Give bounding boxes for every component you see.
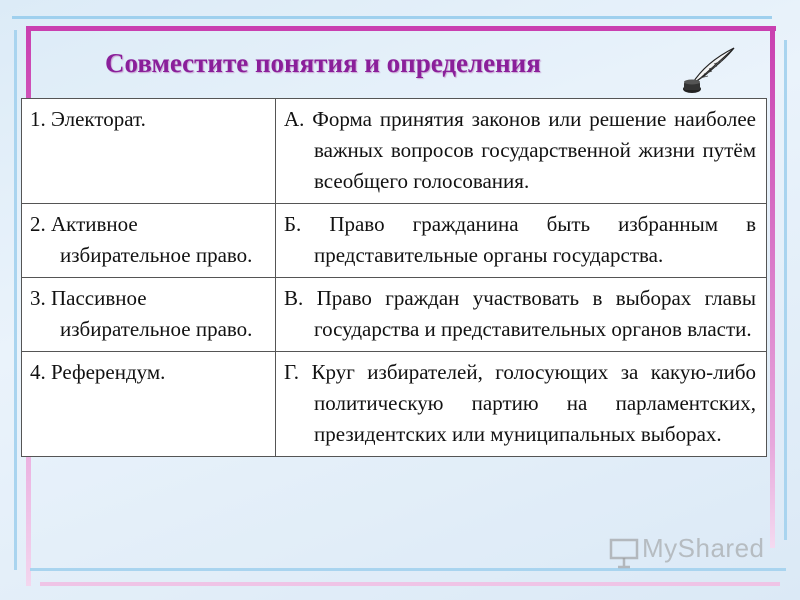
frame-bar-left-blue — [14, 30, 17, 570]
term-cell: 4. Референдум. — [22, 352, 276, 457]
frame-bar-top-pink — [28, 26, 776, 31]
frame-bar-bottom-pink — [40, 582, 780, 586]
definition-cell: А. Форма принятия законов или решение наиболее важных вопросов государственной жизни путём всеобщего голосования. — [276, 99, 767, 204]
table-row — [22, 204, 767, 278]
term-cell: 3. Пассивное избирательное право. — [22, 278, 276, 352]
table-row — [22, 99, 767, 204]
definition-cell: Б. Право гражданина быть избранным в представительные органы государства. — [276, 204, 767, 278]
terms-table — [21, 98, 767, 457]
slide-title: Совместите понятия и определения — [105, 48, 541, 78]
watermark-text: MyShared — [642, 533, 765, 563]
frame-bar-right-blue — [784, 40, 787, 540]
frame-bar-right-pink — [770, 28, 775, 548]
quill-inkwell-icon — [678, 46, 736, 96]
frame-bar-top-blue — [12, 16, 772, 19]
term-cell: 1. Электорат. — [22, 99, 276, 204]
term-cell: 2. Активное избирательное право. — [22, 204, 276, 278]
definition-cell: Г. Круг избирателей, голосующих за какую-либо политическую партию на парламентских, президентских или муниципальных выборах. — [276, 352, 767, 457]
definition-cell: В. Право граждан участвовать в выборах главы государства и представительных органов власти. — [276, 278, 767, 352]
table-row — [22, 278, 767, 352]
frame-bar-bottom-blue — [30, 568, 786, 571]
table-row — [22, 352, 767, 457]
